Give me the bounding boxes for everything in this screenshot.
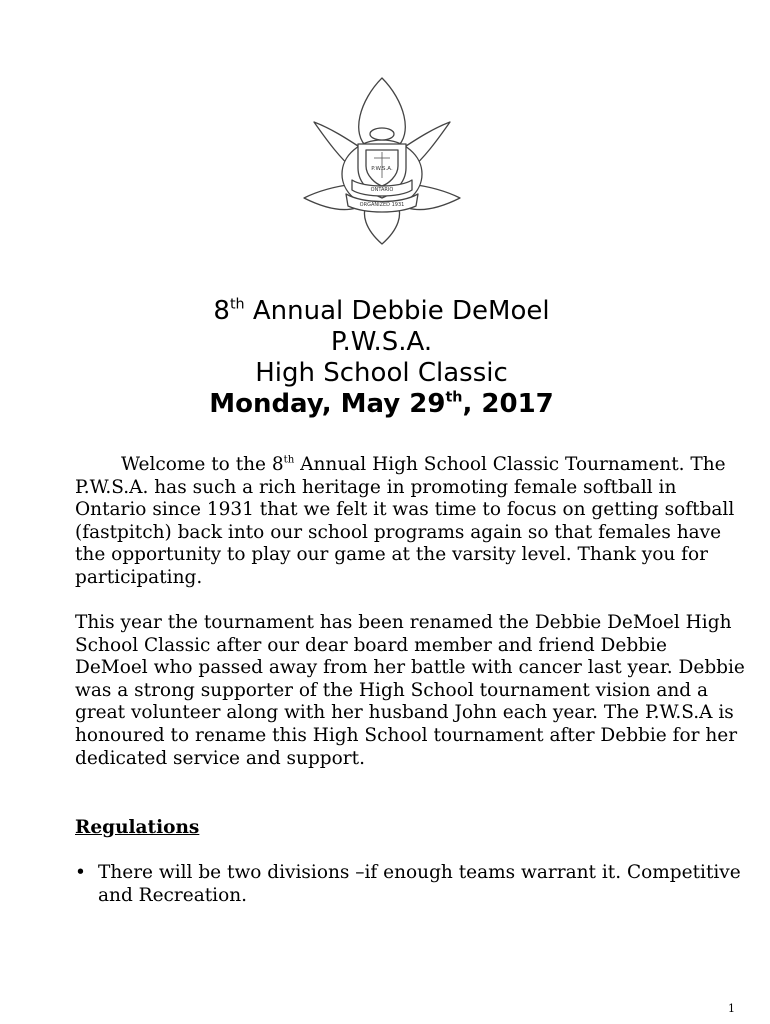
title-line-1 [0,296,763,327]
logo-pwsa-text: P.W.S.A. [371,166,393,172]
title-ordinal-suffix: th [229,296,245,313]
date-ordinal-suffix: th [445,389,463,406]
bullet-icon: • [75,862,86,883]
title-line-3: High School Classic [255,358,508,388]
dedication-text: This year the tournament has been renamed the Debbie DeMoel High School Classic after our dear board member and friend Debbie DeMoel who passed away from her battle with cancer last year. Debbie was a strong supporter of the High School tournament vision and a great volunteer along with her husband John each year. The P.W.S.A is honoured to rename this High School tournament after Debbie for her dedicated service and support. [75,612,745,769]
logo-organized-text: ORGANIZED 1931 [359,202,405,208]
date-year: , 2017 [462,389,554,419]
title-event-name: Annual Debbie DeMoel [244,296,550,326]
list-item [75,862,745,907]
document-title [0,296,763,420]
welcome-paragraph [75,454,745,590]
dedication-paragraph [75,612,745,770]
welcome-rest: Annual High School Classic Tournament. The P.W.S.A. has such a rich heritage in promoting female softball in Ontario since 1931 that we felt it was time to focus on getting softball (fastpitch) back into our school programs again so that females have the opportunity to play our game at the varsity level. Thank you for participating. [75,454,735,588]
title-ordinal-number: 8 [213,296,230,326]
welcome-start: Welcome to the 8 [121,454,284,475]
event-date [0,389,763,420]
logo-ontario-text: ONTARIO [370,187,394,193]
date-prefix: Monday, May 29 [209,389,446,419]
welcome-ordinal-suffix: th [283,454,295,466]
title-line-2: P.W.S.A. [330,327,433,357]
list-item-text: There will be two divisions –if enough teams warrant it. Competitive and Recreation. [98,862,741,906]
pwsa-trillium-logo [280,62,484,258]
page-number: 1 [728,1002,735,1015]
trillium-emblem-image [280,62,484,258]
regulations-list [75,862,745,907]
regulations-heading: Regulations [75,817,200,838]
